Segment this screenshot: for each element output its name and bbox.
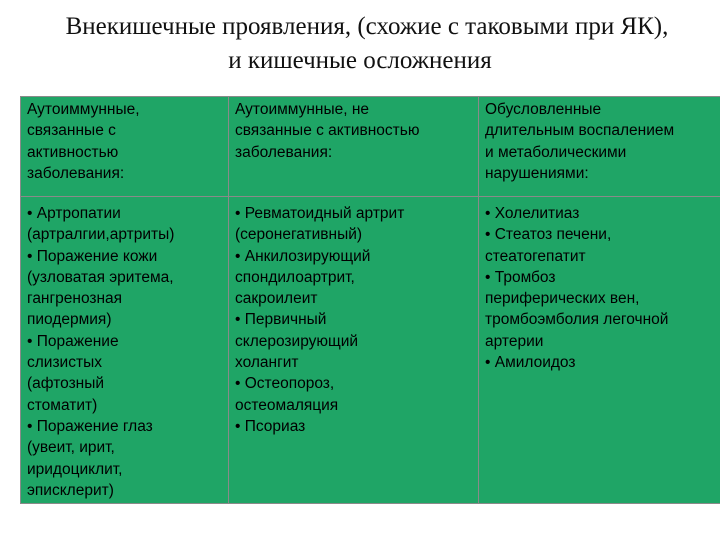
- list-item: • Артропатии: [27, 205, 121, 222]
- header-line: Аутоиммунные,: [27, 101, 140, 118]
- list-item: (серонегативный): [235, 226, 363, 244]
- list-item: стеатогепатит: [485, 247, 586, 265]
- list-item: (узловатая эритема,: [27, 268, 174, 286]
- list-item: сакроилеит: [235, 290, 318, 308]
- list-item: (увеит, ирит,: [27, 439, 115, 457]
- header-line: Аутоиммунные, не: [235, 101, 370, 118]
- list-item: • Амилоидоз: [485, 354, 576, 372]
- list-item: слизистых: [27, 354, 102, 372]
- list-item: • Стеатоз печени,: [485, 226, 612, 244]
- list-item: • Поражение: [27, 332, 119, 350]
- list-item: • Холелитиаз: [485, 205, 580, 222]
- list-item: (артралгии,артриты): [27, 226, 175, 244]
- list-item: пиодермия): [27, 311, 112, 329]
- header-cell-autoimmune-no-activity: [229, 97, 479, 197]
- list-item: • Остеопороз,: [235, 375, 335, 393]
- table-header-row: [21, 97, 720, 197]
- list-item: остеомаляция: [235, 396, 339, 414]
- list-item: тромбоэмболия легочной: [485, 311, 669, 329]
- list-item: артерии: [485, 332, 544, 350]
- list-item: • Поражение глаз: [27, 417, 153, 435]
- header-line: длительным воспалением: [485, 122, 675, 140]
- header-line: нарушениями:: [485, 164, 589, 182]
- slide-title: [0, 10, 720, 78]
- list-item: иридоциклит,: [27, 460, 123, 478]
- list-item: (афтозный: [27, 375, 105, 393]
- list-item: • Анкилозирующий: [235, 247, 371, 265]
- header-line: активностью: [27, 143, 119, 161]
- list-item: • Ревматоидный артрит: [235, 205, 405, 222]
- title-line-2: и кишечные осложнения: [228, 47, 492, 74]
- list-item: эписклерит): [27, 481, 114, 499]
- header-line: заболевания:: [27, 164, 125, 182]
- header-line: связанные с активностью: [235, 122, 420, 140]
- body-cell-autoimmune-no-activity: [229, 197, 479, 504]
- manifestations-table: [20, 96, 720, 504]
- header-line: Обусловленные: [485, 101, 602, 118]
- title-line-1: Внекишечные проявления, (схожие с таковыми при ЯК),: [65, 13, 669, 40]
- list-item: периферических вен,: [485, 290, 640, 308]
- list-item: гангренозная: [27, 290, 123, 308]
- list-item: холангит: [235, 354, 299, 372]
- list-item: • Псориаз: [235, 417, 306, 435]
- body-cell-chronic-inflammation: [479, 197, 720, 504]
- header-line: заболевания:: [235, 143, 333, 161]
- list-item: • Тромбоз: [485, 268, 556, 286]
- header-cell-autoimmune-activity: [21, 97, 229, 197]
- header-line: и метаболическими: [485, 143, 627, 161]
- body-cell-autoimmune-activity: [21, 197, 229, 504]
- list-item: • Поражение кожи: [27, 247, 158, 265]
- list-item: склерозирующий: [235, 332, 359, 350]
- table-body-row: [21, 197, 720, 504]
- list-item: • Первичный: [235, 311, 327, 329]
- header-cell-chronic-inflammation: [479, 97, 720, 197]
- header-line: связанные с: [27, 122, 116, 140]
- list-item: спондилоартрит,: [235, 268, 355, 286]
- list-item: стоматит): [27, 396, 98, 414]
